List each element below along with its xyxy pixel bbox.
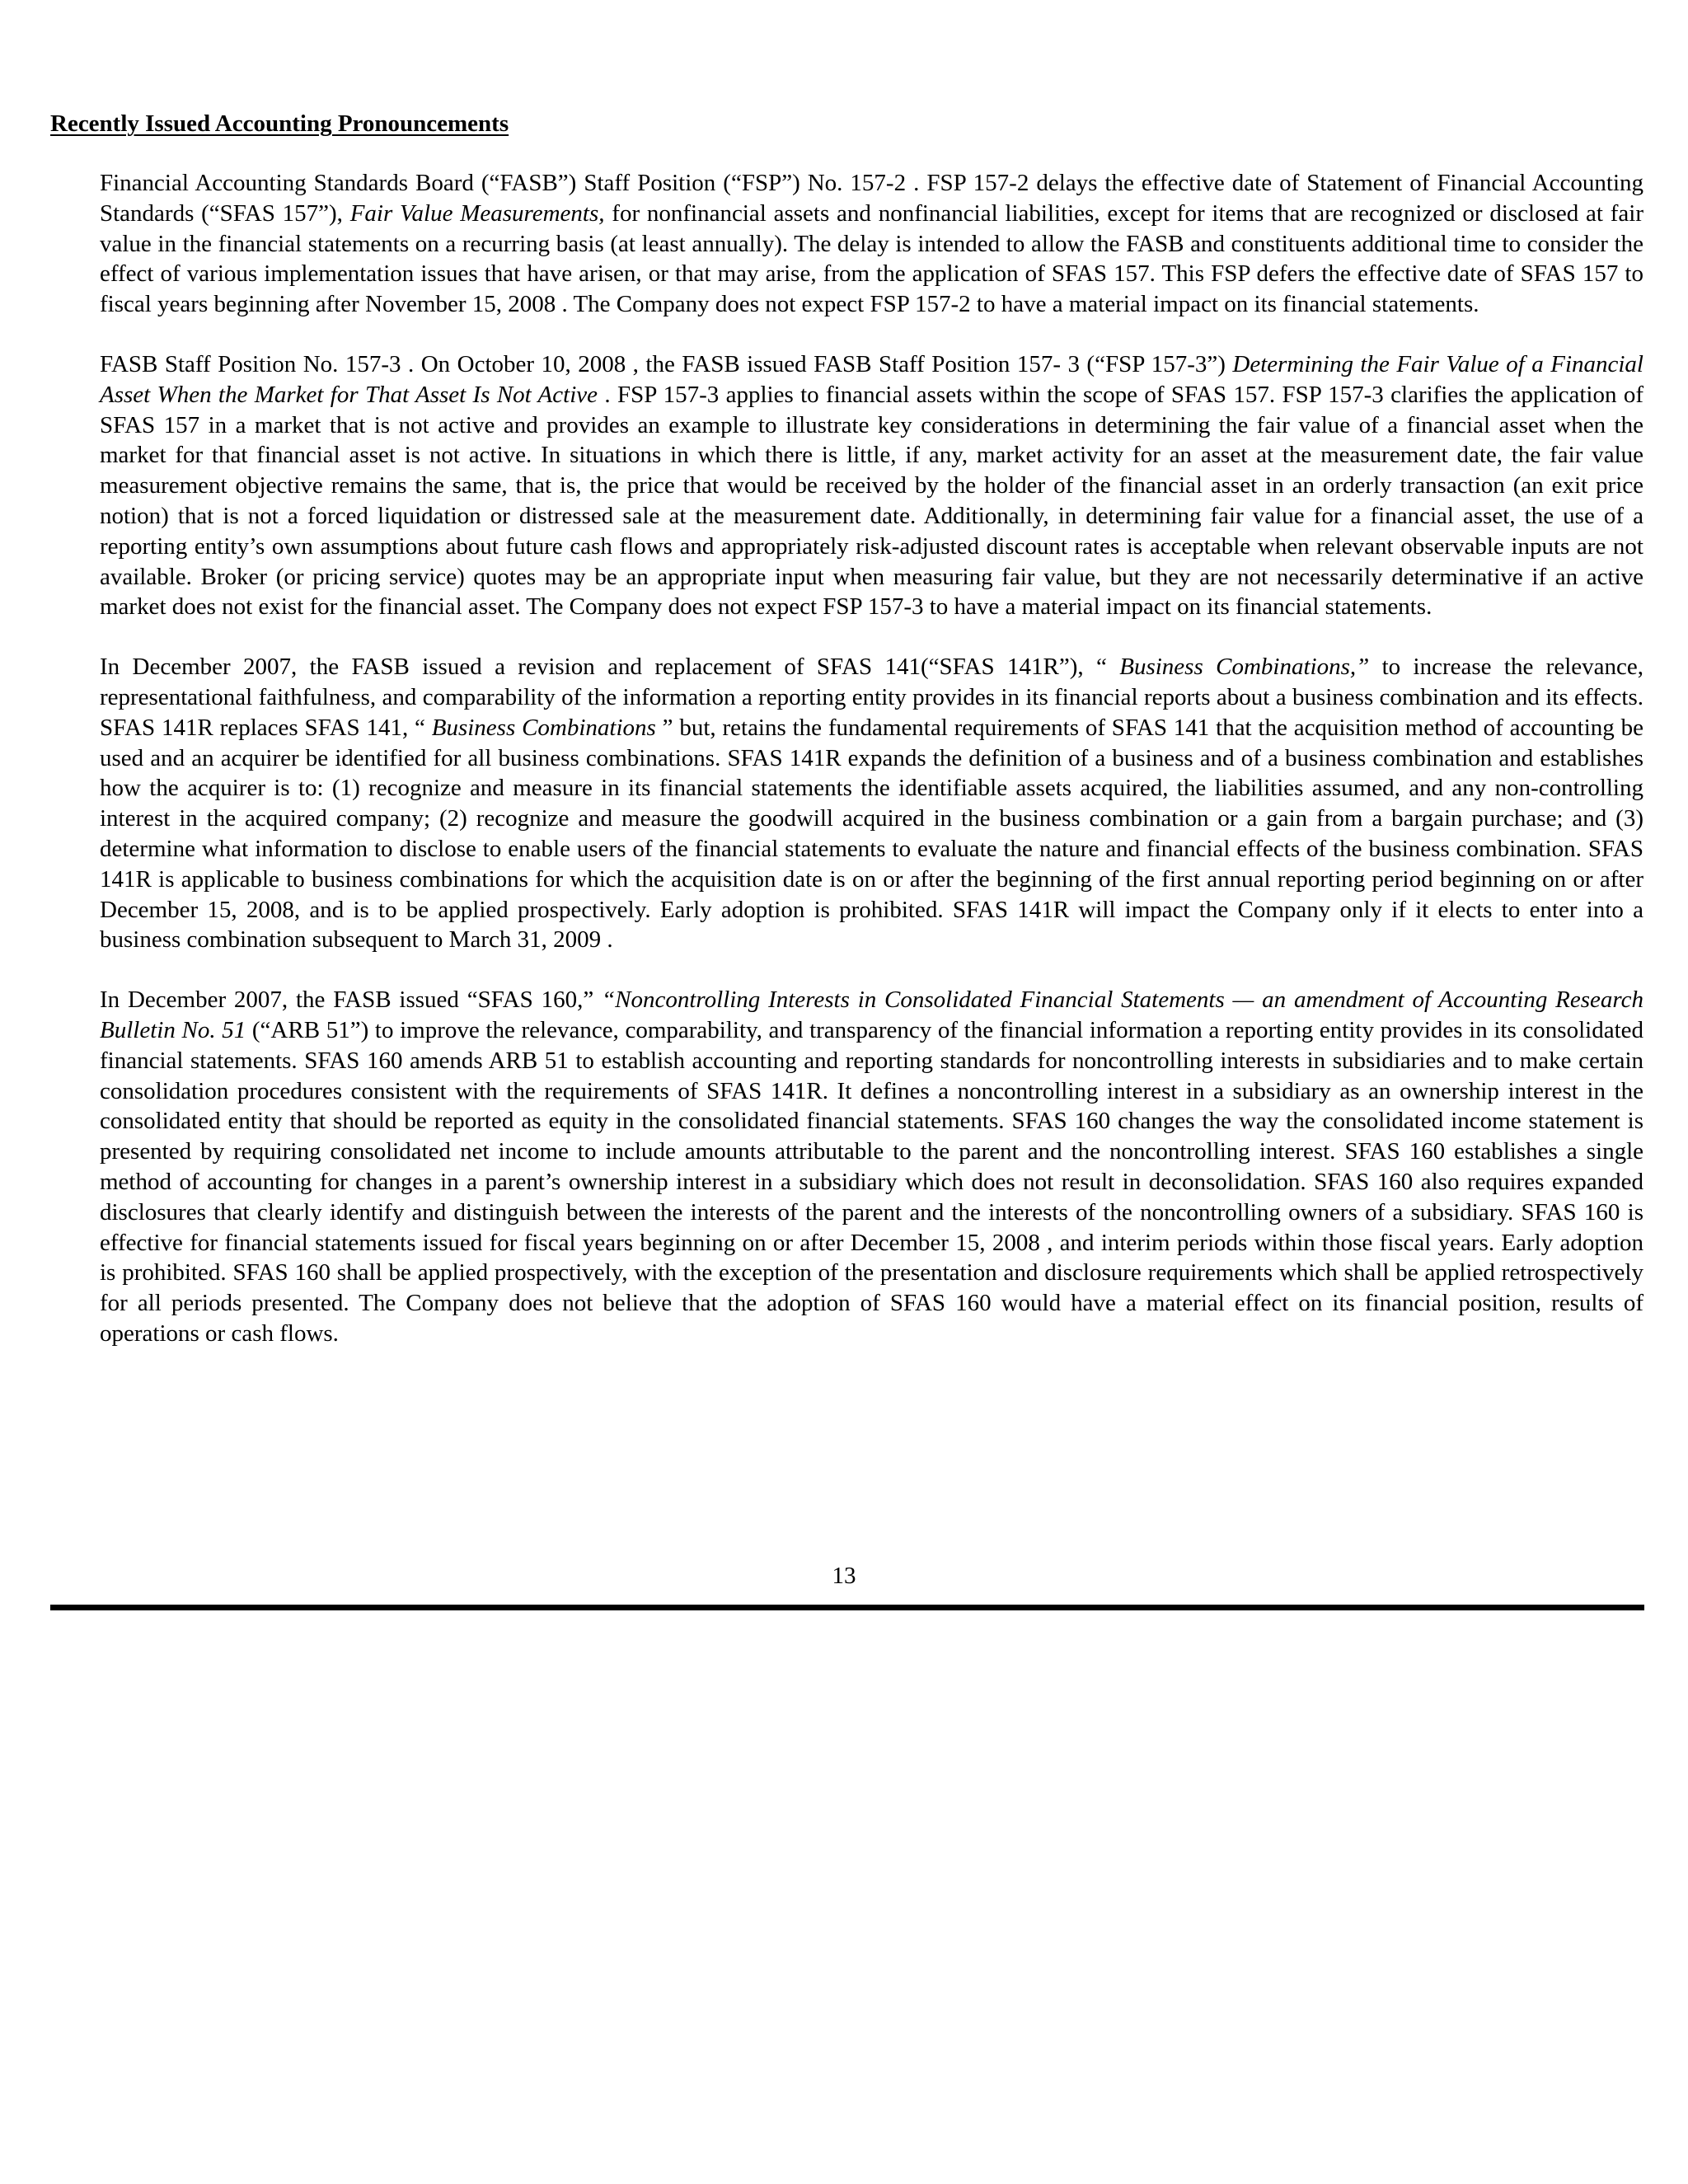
- paragraph-sfas-160: [100, 985, 1643, 1349]
- italic-title: Business Combinations,”: [1119, 654, 1370, 681]
- paragraph-text: FASB Staff Position No. 157-3 . On October 10, 2008 , the FASB issued FASB Staff Position 157- 3 (“FSP 157-3”): [100, 350, 1233, 377]
- italic-title: Business Combinations: [431, 714, 656, 741]
- italic-title: Fair Value Measurements,: [349, 199, 605, 227]
- paragraph-fsp-157-3: [100, 349, 1643, 622]
- paragraph-text: In December 2007, the FASB issued “SFAS 160,”: [100, 987, 602, 1014]
- section-heading: Recently Issued Accounting Pronouncements: [50, 110, 509, 137]
- footer-divider: [50, 1605, 1644, 1610]
- italic-title: “Noncontrolling Interests in Consolidated Financial Statements — an amendment of Accounting Research Bulletin No. 51: [100, 987, 1643, 1043]
- paragraph-text: for nonfinancial assets and nonfinancial liabilities, except for items that are recognized or disclosed at fair value in the financial statements on a recurring basis (at least annually). The delay is intended to allow the FASB and constituents additional time to consider the effect of various implementation issues that have arisen, or that may arise, from the application of SFAS 157. This FSP defers the effective date of SFAS 157 to fiscal years beginning after November 15, 2008 . The Company does not expect FSP 157-2 to have a material impact on its financial statements.: [100, 199, 1643, 318]
- body-text: [100, 168, 1643, 1379]
- paragraph-text: In December 2007, the FASB issued a revision and replacement of SFAS 141(“SFAS 141R”), “: [100, 654, 1120, 681]
- paragraph-text: . FSP 157-3 applies to financial assets within the scope of SFAS 157. FSP 157-3 clarifies the application of SFAS 157 in a market that is not active and provides an example to illustrate key considerations in determining the fair value of a financial asset when the market for that financial asset is not active. In situations in which there is little, if any, market activity for an asset at the measurement date, the fair value measurement objective remains the same, that is, the price that would be received by the holder of the financial asset in an orderly transaction (an exit price notion) that is not a forced liquidation or distressed sale at the measurement date. Additionally, in determining fair value for a financial asset, the use of a reporting entity’s own assumptions about future cash flows and appropriately risk-adjusted discount rates is acceptable when relevant observable inputs are not available. Broker (or pricing service) quotes may be an appropriate input when measuring fair value, but they are not necessarily determinative if an active market does not exist for the financial asset. The Company does not expect FSP 157-3 to have a material impact on its financial statements.: [100, 381, 1643, 621]
- italic-title: Determining the Fair Value of a Financial Asset When the Market for That Asset Is Not Active: [100, 350, 1643, 408]
- paragraph-fsp-157-2: [100, 168, 1643, 320]
- paragraph-text: (“ARB 51”) to improve the relevance, comparability, and transparency of the financial information a reporting entity provides in its consolidated financial statements. SFAS 160 amends ARB 51 to establish accounting and reporting standards for noncontrolling interests in subsidiaries and to make certain consolidation procedures consistent with the requirements of SFAS 141R. It defines a noncontrolling interest in a subsidiary as an ownership interest in the consolidated entity that should be reported as equity in the consolidated financial statements. SFAS 160 changes the way the consolidated income statement is presented by requiring consolidated net income to include amounts attributable to the parent and the noncontrolling interest. SFAS 160 establishes a single method of accounting for changes in a parent’s ownership interest in a subsidiary which does not result in deconsolidation. SFAS 160 also requires expanded disclosures that clearly identify and distinguish between the interests of the parent and the interests of the noncontrolling owners of a subsidiary. SFAS 160 is effective for financial statements issued for fiscal years beginning on or after December 15, 2008 , and interim periods within those fiscal years. Early adoption is prohibited. SFAS 160 shall be applied prospectively, with the exception of the presentation and disclosure requirements which shall be applied retrospectively for all periods presented. The Company does not believe that the adoption of SFAS 160 would have a material effect on its financial position, results of operations or cash flows.: [100, 1016, 1643, 1347]
- paragraph-text: to increase the relevance, representational faithfulness, and comparability of the information a reporting entity provides in its financial reports about a business combination and its effects. SFAS 141R replaces SFAS 141, “: [100, 654, 1644, 741]
- page-number: 13: [832, 1563, 856, 1589]
- paragraph-text: Financial Accounting Standards Board (“FASB”) Staff Position (“FSP”) No. 157-2 . FSP 157-2 delays the effective date of Statement of Financial Accounting Standards (“SFAS 157”),: [100, 170, 1643, 227]
- paragraph-text: ” but, retains the fundamental requirements of SFAS 141 that the acquisition method of accounting be used and an acquirer be identified for all business combinations. SFAS 141R expands the definition of a business and of a business combination and establishes how the acquirer is to: (1) recognize and measure in its financial statements the identifiable assets acquired, the liabilities assumed, and any non-controlling interest in the acquired company; (2) recognize and measure the goodwill acquired in the business combination or a gain from a bargain purchase; and (3) determine what information to disclose to enable users of the financial statements to evaluate the nature and financial effects of the business combination. SFAS 141R is applicable to business combinations for which the acquisition date is on or after the beginning of the first annual reporting period beginning on or after December 15, 2008, and is to be applied prospectively. Early adoption is prohibited. SFAS 141R will impact the Company only if it elects to enter into a business combination subsequent to March 31, 2009 .: [100, 714, 1643, 954]
- paragraph-sfas-141r: [100, 652, 1643, 955]
